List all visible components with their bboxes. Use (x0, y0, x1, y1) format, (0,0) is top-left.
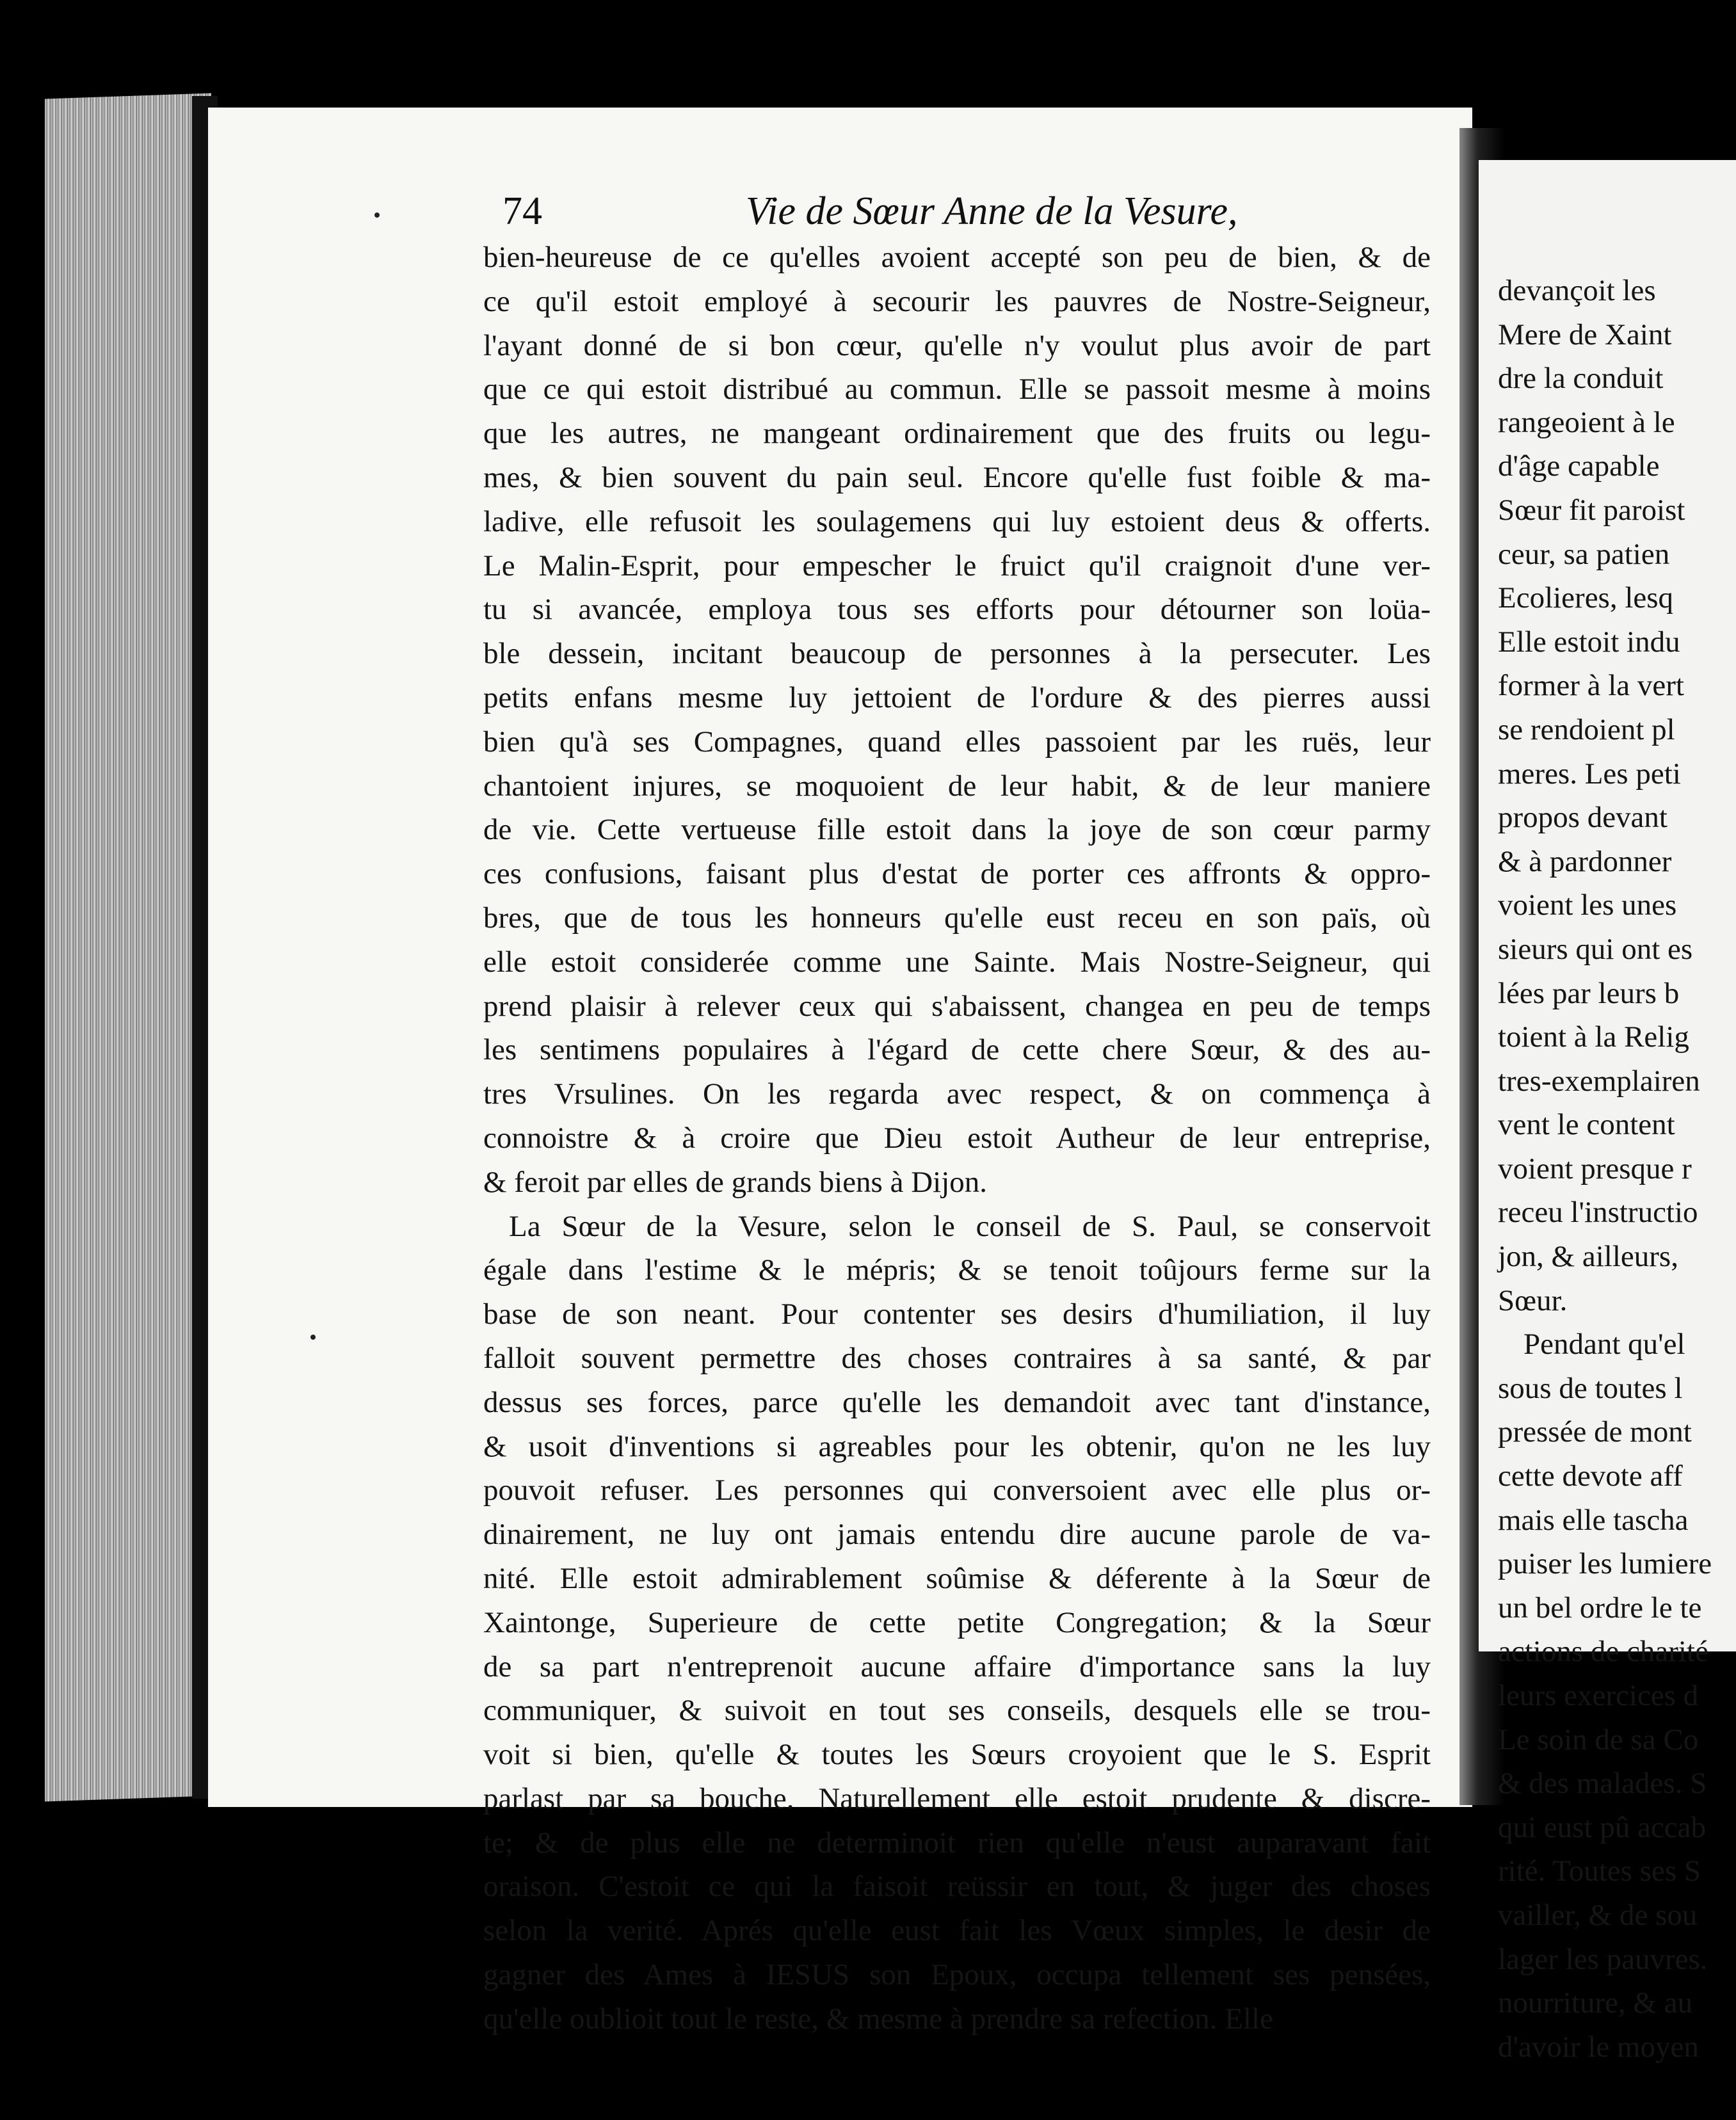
text-line: base de son neant. Pour contenter ses desirs d'humiliation, il luy (483, 1297, 1431, 1331)
text-line: jon, & ailleurs, (1498, 1240, 1678, 1274)
text-line: tres-exemplairen (1498, 1064, 1700, 1098)
text-line: pressée de mont (1498, 1415, 1692, 1449)
text-line: lées par leurs b (1498, 976, 1680, 1010)
text-line: ble dessein, incitant beaucoup de personnes à la persecuter. Les (483, 637, 1431, 671)
text-line: voient les unes (1498, 888, 1677, 922)
text-line: Xaintonge, Superieure de cette petite Congregation; & la Sœur (483, 1605, 1431, 1639)
text-line: pouvoit refuser. Les personnes qui conversoient avec elle plus or- (483, 1474, 1431, 1507)
text-line: te; & de plus elle ne determinoit rien qu'elle n'eust auparavant fait (483, 1826, 1431, 1859)
text-line: dessus ses forces, parce qu'elle les demandoit avec tant d'instance, (483, 1385, 1431, 1419)
book-page-edges (45, 93, 211, 1801)
text-line: de sa part n'entreprenoit aucune affaire d'importance sans la luy (483, 1650, 1431, 1683)
text-line: d'avoir le moyen (1498, 2030, 1699, 2064)
ink-speck (374, 213, 380, 218)
text-line: devançoit les (1498, 274, 1656, 307)
text-line: La Sœur de la Vesure, selon le conseil de S. Paul, se conservoit (509, 1209, 1431, 1243)
text-line: receu l'instructio (1498, 1196, 1698, 1230)
text-line: mes, & bien souvent du pain seul. Encore qu'elle fust foible & ma- (483, 460, 1431, 494)
text-line: parlast par sa bouche. Naturellement elle estoit prudente & discre- (483, 1781, 1431, 1815)
text-line: sous de toutes l (1498, 1371, 1683, 1405)
text-line: selon la verité. Aprés qu'elle eust fait les Vœux simples, le desir de (483, 1914, 1431, 1948)
text-line: dinairement, ne luy ont jamais entendu dire aucune parole de va- (483, 1518, 1431, 1552)
text-line: Elle estoit indu (1498, 625, 1680, 659)
text-line: Mere de Xaint (1498, 317, 1672, 351)
text-line: gagner des Ames à IESUS son Epoux, occupa tellement ses pensées, (483, 1958, 1431, 1992)
text-line: égale dans l'estime & le mépris; & se tenoit toûjours ferme sur la (483, 1253, 1431, 1287)
text-line: voit si bien, qu'elle & toutes les Sœurs croyoient que le S. Esprit (483, 1738, 1431, 1772)
text-line: voient presque r (1498, 1152, 1692, 1185)
text-line: leurs exercices d (1498, 1679, 1699, 1712)
text-line: vent le content (1498, 1108, 1675, 1142)
text-line: Le Malin-Esprit, pour empescher le fruict qu'il craignoit d'une ver- (483, 549, 1431, 582)
text-line: ladive, elle refusoit les soulagemens qui luy estoient deus & offerts. (483, 504, 1431, 538)
text-line: propos devant (1498, 801, 1668, 835)
text-line: dre la conduit (1498, 362, 1664, 396)
text-line: prend plaisir à relever ceux qui s'abaissent, changea en peu de temps (483, 989, 1431, 1023)
right-page (1479, 160, 1736, 2064)
text-line: connoistre & à croire que Dieu estoit Autheur de leur entreprise, (483, 1121, 1431, 1155)
text-line: vailler, & de sou (1498, 1898, 1698, 1932)
running-title: Vie de Sœur Anne de la Vesure, (746, 189, 1238, 233)
left-page-text (483, 236, 1431, 2041)
text-line: ceur, sa patien (1498, 537, 1670, 571)
text-line: d'âge capable (1498, 449, 1660, 483)
text-line: nourriture, & au (1498, 1986, 1693, 2020)
text-line: Pendant qu'el (1523, 1328, 1685, 1361)
text-line: elle estoit considerée comme une Sainte. Mais Nostre-Seigneur, qui (483, 945, 1431, 979)
text-line: chantoient injures, se moquoient de leur habit, & de leur maniere (483, 769, 1431, 803)
text-line: meres. Les peti (1498, 757, 1681, 791)
text-line: tu si avancée, employa tous ses efforts pour détourner son loüa- (483, 593, 1431, 627)
text-line: Ecolieres, lesq (1498, 581, 1674, 615)
page-header (502, 186, 1411, 237)
text-line: actions de charité (1498, 1635, 1708, 1669)
text-line: & usoit d'inventions si agreables pour les obtenir, qu'on ne les luy (483, 1429, 1431, 1463)
text-line: bien-heureuse de ce qu'elles avoient accepté son peu de bien, & de (483, 241, 1431, 274)
text-line: Sœur fit paroist (1498, 493, 1685, 527)
text-line: ce qu'il estoit employé à secourir les pauvres de Nostre-Seigneur, (483, 284, 1431, 318)
right-page-text (1498, 269, 1712, 2069)
ink-speck (310, 1335, 316, 1340)
text-line: puiser les lumiere (1498, 1547, 1712, 1581)
text-line: rité. Toutes ses S (1498, 1854, 1701, 1888)
text-line: & des malades. S (1498, 1767, 1707, 1801)
text-line: & à pardonner (1498, 844, 1672, 878)
text-line: de vie. Cette vertueuse fille estoit dans la joye de son cœur parmy (483, 813, 1431, 847)
text-line: ces confusions, faisant plus d'estat de porter ces affronts & oppro- (483, 857, 1431, 891)
text-line: rangeoient à le (1498, 405, 1675, 439)
text-line: falloit souvent permettre des choses contraires à sa santé, & par (483, 1341, 1431, 1375)
text-line: Le soin de sa Co (1498, 1722, 1699, 1756)
text-line: qui eust pû accab (1498, 1810, 1706, 1844)
text-line: les sentimens populaires à l'égard de cette chere Sœur, & des au- (483, 1033, 1431, 1067)
text-line: se rendoient pl (1498, 712, 1675, 746)
text-line: Sœur. (1498, 1283, 1568, 1317)
text-line: petits enfans mesme luy jettoient de l'ordure & des pierres aussi (483, 680, 1431, 714)
page-number: 74 (502, 189, 542, 233)
text-line: sieurs qui ont es (1498, 932, 1693, 966)
text-line: former à la vert (1498, 669, 1684, 703)
text-line: cette devote aff (1498, 1459, 1683, 1493)
text-line: tres Vrsulines. On les regarda avec respect, & on commença à (483, 1077, 1431, 1111)
text-line: nité. Elle estoit admirablement soûmise & déferente à la Sœur de (483, 1561, 1431, 1595)
text-line: que ce qui estoit distribué au commun. Elle se passoit mesme à moins (483, 373, 1431, 406)
text-line: mais elle tascha (1498, 1503, 1689, 1537)
text-line: oraison. C'estoit ce qui la faisoit reüssir en tout, & juger des choses (483, 1870, 1431, 1904)
text-line: qu'elle oublioit tout le reste, & mesme à prendre sa refection. Elle (483, 2002, 1273, 2036)
text-line: & feroit par elles de grands biens à Dijon. (483, 1165, 988, 1199)
text-line: communiquer, & suivoit en tout ses conseils, desquels elle se trou- (483, 1694, 1431, 1728)
text-line: l'ayant donné de si bon cœur, qu'elle n'y voulut plus avoir de part (483, 328, 1431, 362)
text-line: que les autres, ne mangeant ordinairement que des fruits ou legu- (483, 417, 1431, 451)
text-line: toient à la Relig (1498, 1020, 1689, 1054)
text-line: lager les pauvres. (1498, 1942, 1708, 1976)
text-line: bien qu'à ses Compagnes, quand elles passoient par les ruës, leur (483, 725, 1431, 759)
text-line: bres, que de tous les honneurs qu'elle eust receu en son païs, où (483, 901, 1431, 935)
text-line: un bel ordre le te (1498, 1591, 1702, 1625)
